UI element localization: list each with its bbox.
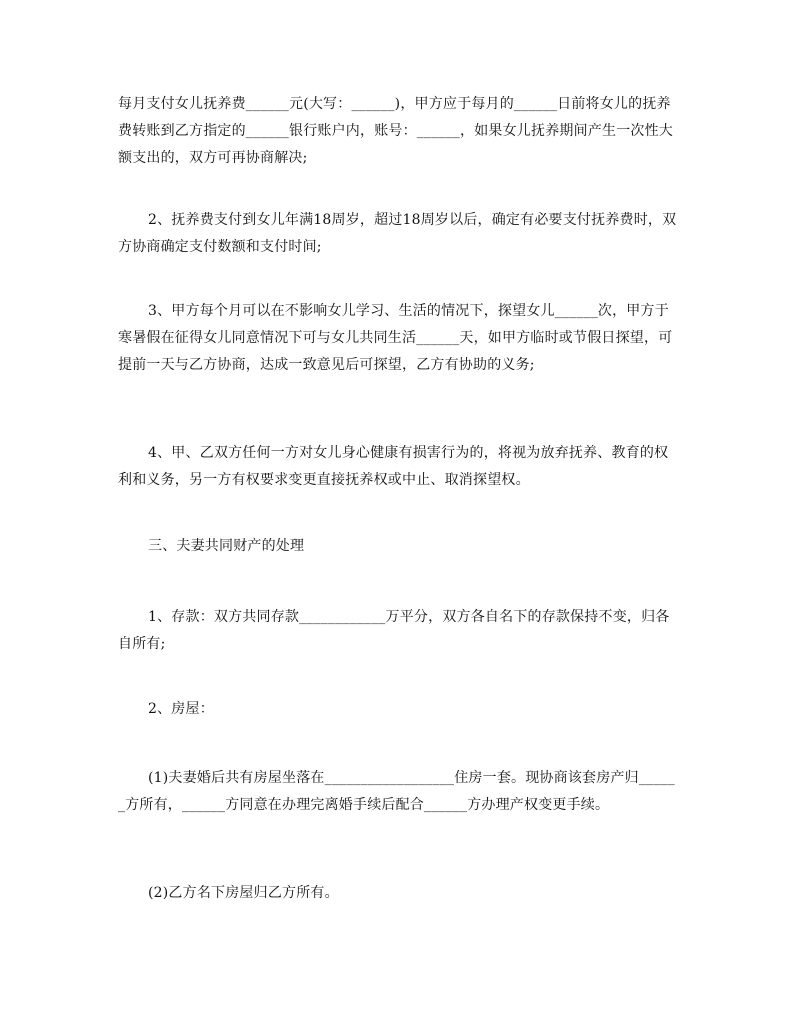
paragraph-property-house-heading: 2、房屋： xyxy=(148,701,214,717)
paragraph-clause-2: 2、抚养费支付到女儿年满18周岁，超过18周岁以后，确定有必要支付抚养费时，双方协商确定支付数额和支付时间; xyxy=(118,212,677,255)
paragraph-clause-3: 3、甲方每个月可以在不影响女儿学习、生活的情况下，探望女儿______次，甲方于寒暑假在征得女儿同意情况下可与女儿共同生活______天，如甲方临时或节假日探望，可提前一天与乙方协商，达成一致意见后可探望，乙方有协助的义务; xyxy=(118,303,673,373)
paragraph-clause-4: 4、甲、乙双方任何一方对女儿身心健康有损害行为的，将视为放弃抚养、教育的权利和义务，另一方有权要求变更直接抚养权或中止、取消探望权。 xyxy=(118,445,669,488)
paragraph-house-item-2: (2)乙方名下房屋归乙方所有。 xyxy=(148,885,339,901)
paragraph-house-item-1: (1)夫妻婚后共有房屋坐落在__________________住房一套。现协商该套房产归______方所有，______方同意在办理完离婚手续后配合______方办理产权变更手续。 xyxy=(118,770,675,813)
section-heading-joint-property: 三、夫妻共同财产的处理 xyxy=(148,538,305,554)
paragraph-property-deposits: 1、存款：双方共同存款____________万平分，双方各自名下的存款保持不变，归各自所有; xyxy=(118,609,670,652)
paragraph-child-support-monthly: 每月支付女儿抚养费______元(大写：______)，甲方应于每月的______日前将女儿的抚养费转账到乙方指定的______银行账户内，账号：______，如果女儿抚养期间产生一次性大额支出的，双方可再协商解决; xyxy=(118,96,673,166)
